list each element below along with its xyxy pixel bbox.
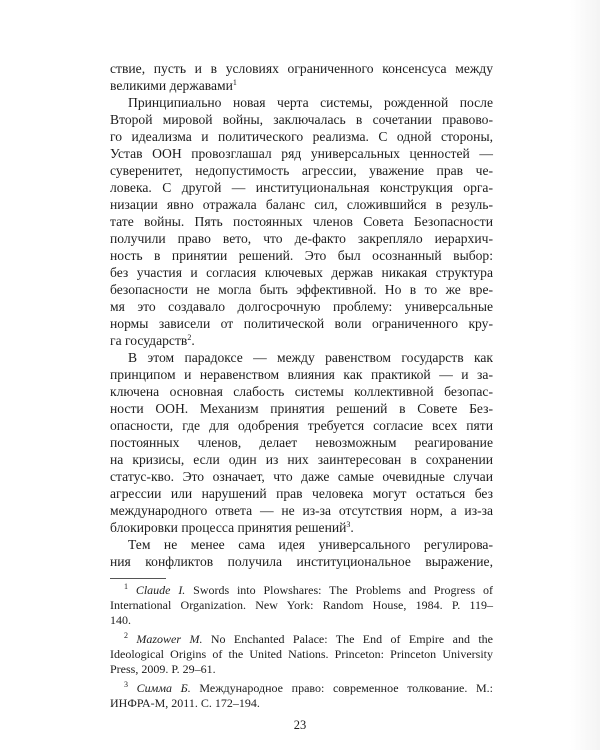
footnote-number: 1 xyxy=(124,582,128,591)
paragraph xyxy=(110,536,493,570)
text-line: Принципиально новая черта системы, рожденной после xyxy=(128,95,493,110)
footnote-line: 140. xyxy=(110,613,131,627)
text-line: без участия и согласия ключевых держав никакая структура xyxy=(110,265,493,280)
footnote-author: Claude I. xyxy=(135,583,186,597)
text-line: блокировки процесса принятия решений$^3$. xyxy=(110,520,354,535)
footnote-line: Ideological Origins of the United Nations. Princeton: Princeton University xyxy=(110,647,493,661)
page-number: 23 xyxy=(293,718,307,732)
text-line: постоянных членов, делает невозможным реагирование xyxy=(110,435,493,450)
text-line: ключена основная слабость системы коллективной безопас- xyxy=(110,384,493,399)
text-line: ствие, пусть и в условиях ограниченного консенсуса между xyxy=(110,61,493,76)
paragraph xyxy=(110,94,493,349)
text-line: ловека. С другой — институциональная конструкция орга- xyxy=(110,180,493,195)
paragraph xyxy=(110,349,493,536)
text-line xyxy=(110,77,493,94)
text-line: получили право вето, что де-факто закрепляло иерархич- xyxy=(110,231,493,246)
text-line: безопасности не могла быть эффективной. Но в то же вре- xyxy=(110,282,493,297)
main-text xyxy=(110,60,493,570)
text-line: га государств$^2$. xyxy=(110,333,195,348)
footnote-line xyxy=(110,583,493,598)
text-line: низации явно отражала баланс сил, сложившийся в резуль- xyxy=(110,197,493,212)
text-line: го идеализма и политического реализма. С одной стороны, xyxy=(110,129,493,144)
text-line: суверенитет, недопустимость агрессии, уважение прав че- xyxy=(110,163,493,178)
text-line: ния конфликтов получила институциональное выражение, xyxy=(110,554,493,569)
footnote-line xyxy=(110,681,493,696)
footnote-ref[interactable]: 1 xyxy=(232,78,237,87)
text-line-content: га государств xyxy=(110,333,188,348)
text-line: ность в принятии решений. Это был осознанный выбор: xyxy=(110,248,493,263)
footnote xyxy=(110,583,493,628)
footnote-line: International Organization. New York: Random House, 1984. P. 119– xyxy=(110,598,493,612)
footnote-author: Mazower M. xyxy=(136,632,203,646)
footnote-ref[interactable]: 2 xyxy=(187,333,192,342)
footnote-number: 3 xyxy=(124,680,128,689)
footnote-text: Swords into Plowshares: The Problems and Progress of xyxy=(193,583,493,597)
text-line: Второй мировой войны, заключалась в сочетании правово- xyxy=(110,112,493,127)
text-line: статус-кво. Это означает, что даже самые очевидные случаи xyxy=(110,469,493,484)
footnote-number: 2 xyxy=(124,631,128,640)
text-line: агрессии или нарушений прав человека могут остаться без xyxy=(110,486,493,501)
text-line: нормы зависели от политической воли ограниченного кру- xyxy=(110,316,493,331)
text-line: Тем не менее сама идея универсального регулирова- xyxy=(128,537,493,552)
footnote-line: ИНФРА-М, 2011. С. 172–194. xyxy=(110,696,260,710)
footnote-text: Международное право: современное толкование. М.: xyxy=(199,681,493,695)
footnote-line xyxy=(110,632,493,647)
footnote xyxy=(110,681,493,711)
footnotes xyxy=(110,583,493,711)
text-line: Устав ООН провозглашал ряд универсальных ценностей — xyxy=(110,146,493,161)
footnote-author: Симма Б. xyxy=(136,681,191,695)
text-line: мя это создавало долгосрочную проблему: универсальные xyxy=(110,299,493,314)
footnote xyxy=(110,632,493,677)
footnote-ref[interactable]: 3 xyxy=(346,520,351,529)
text-line: на кризисы, если один из них заинтересован в сохранении xyxy=(110,452,493,467)
text-line: ности ООН. Механизм принятия решений в Совете Без- xyxy=(110,401,493,416)
text-line: тате войны. Пять постоянных членов Совета Безопасности xyxy=(110,214,493,229)
text-line: международного ответа — не из-за отсутствия норм, а из-за xyxy=(110,503,493,518)
text-line: принципом и неравенством влияния как практикой — и за- xyxy=(110,367,493,382)
text-line: В этом парадоксе — между равенством государств как xyxy=(128,350,493,365)
paragraph xyxy=(110,60,493,94)
footnote-separator xyxy=(110,578,166,579)
footnote-text: No Enchanted Palace: The End of Empire and the xyxy=(210,632,493,646)
text-line-content: блокировки процесса принятия решений xyxy=(110,520,347,535)
page-edge-shadow xyxy=(570,0,600,750)
text-line-content: великими державами xyxy=(110,78,233,93)
footnote-line: Press, 2009. P. 29–61. xyxy=(110,662,216,676)
text-line: опасности, где для одобрения требуется согласие всех пяти xyxy=(110,418,493,433)
